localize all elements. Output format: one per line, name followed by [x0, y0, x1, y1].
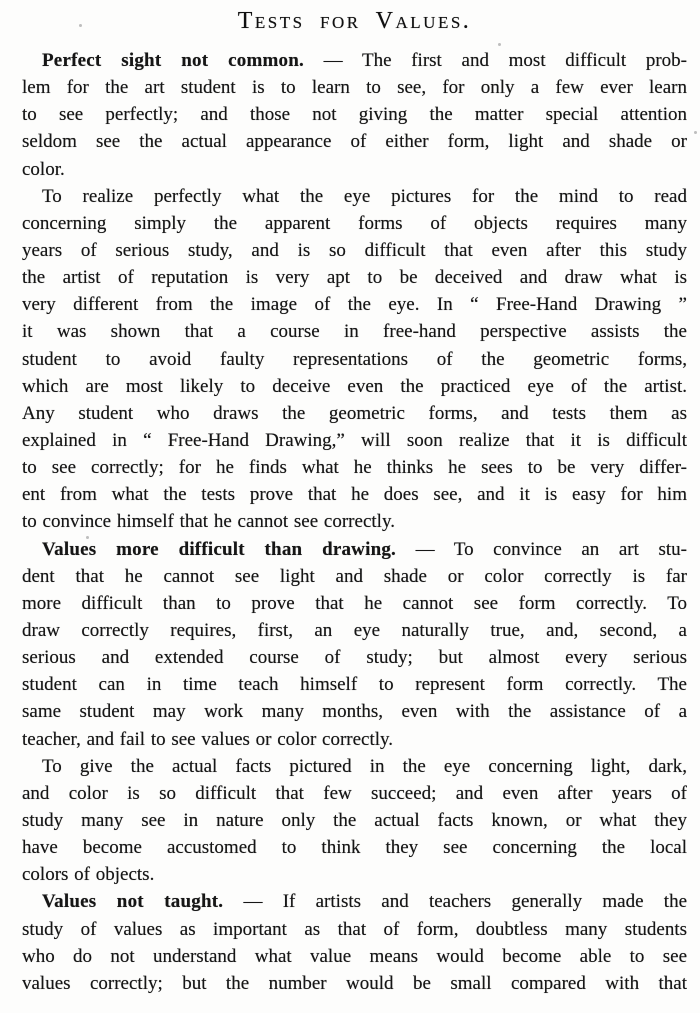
text-line: student to avoid faulty representations of the geometric forms,: [22, 348, 687, 370]
text-line: seldom see the actual appearance of either form, light and shade or: [22, 131, 687, 153]
text-line: Values more difficult than drawing. — To convince an art stu-: [42, 538, 687, 560]
scan-speck: [498, 43, 501, 46]
text-line: the artist of reputation is very apt to be deceived and draw what is: [22, 267, 687, 289]
page-title: Tests for Values.: [237, 8, 472, 34]
text-line: years of serious study, and is so difficult that even after this study: [22, 239, 687, 261]
paragraph-lead-bold: Values more difficult than drawing.: [42, 538, 396, 560]
paragraph: [22, 47, 687, 183]
paragraph-lead-bold: Perfect sight not common.: [42, 50, 304, 71]
text-line: dent that he cannot see light and shade or color correctly is far: [22, 565, 687, 587]
text-line: lem for the art student is to learn to see, for only a few ever learn: [22, 77, 687, 99]
text-line: and color is so difficult that few succeed; and even after years of: [22, 782, 687, 804]
scan-speck: [694, 131, 697, 134]
text-line: serious and extended course of study; but almost every serious: [22, 647, 687, 669]
text-line: same student may work many months, even with the assistance of a: [22, 701, 687, 723]
paragraph: [22, 888, 687, 997]
text-body: [22, 47, 687, 997]
text-line: student can in time teach himself to represent form correctly. The: [22, 674, 687, 696]
text-line: to convince himself that he cannot see correctly.: [22, 511, 395, 533]
text-line: ent from what the tests prove that he does see, and it is easy for him: [22, 484, 687, 506]
text-line: draw correctly requires, first, an eye naturally true, and, second, a: [22, 619, 687, 641]
text-line: Any student who draws the geometric forms, and tests them as: [22, 402, 687, 424]
text-line: colors of objects.: [22, 864, 155, 886]
paragraph: [22, 183, 687, 536]
text-line: Values not taught. — If artists and teachers generally made the: [42, 891, 687, 913]
text-line: color.: [22, 158, 65, 180]
text-line: to see perfectly; and those not giving the matter special attention: [22, 104, 687, 126]
text-line: concerning simply the apparent forms of objects requires many: [22, 212, 687, 234]
scan-speck: [79, 24, 82, 27]
text-line: have become accustomed to think they see concerning the local: [22, 837, 687, 859]
scan-speck: [86, 536, 89, 539]
paragraph: [22, 536, 687, 753]
text-line: more difficult than to prove that he cannot see form correctly. To: [22, 592, 687, 614]
text-line: Perfect sight not common. — The first and most difficult prob-: [42, 50, 687, 71]
text-line: study of values as important as that of form, doubtless many students: [22, 918, 687, 940]
text-line: to see correctly; for he finds what he thinks he sees to be very differ-: [22, 457, 687, 479]
paragraph: [22, 753, 687, 889]
text-line: To give the actual facts pictured in the eye concerning light, dark,: [42, 755, 687, 777]
text-line: teacher, and fail to see values or color correctly.: [22, 728, 394, 750]
text-line: values correctly; but the number would be small compared with that: [22, 972, 687, 994]
text-line: which are most likely to deceive even the practiced eye of the artist.: [22, 375, 687, 397]
text-line: very different from the image of the eye. In “ Free-Hand Drawing ”: [22, 294, 687, 316]
paragraph-lead-bold: Values not taught.: [42, 891, 224, 913]
text-line: study many see in nature only the actual facts known, or what they: [22, 809, 687, 831]
text-line: it was shown that a course in free-hand perspective assists the: [22, 321, 687, 343]
text-line: who do not understand what value means would become able to see: [22, 945, 687, 967]
text-line: To realize perfectly what the eye pictures for the mind to read: [42, 185, 687, 207]
text-line: explained in “ Free-Hand Drawing,” will soon realize that it is difficult: [22, 429, 687, 451]
